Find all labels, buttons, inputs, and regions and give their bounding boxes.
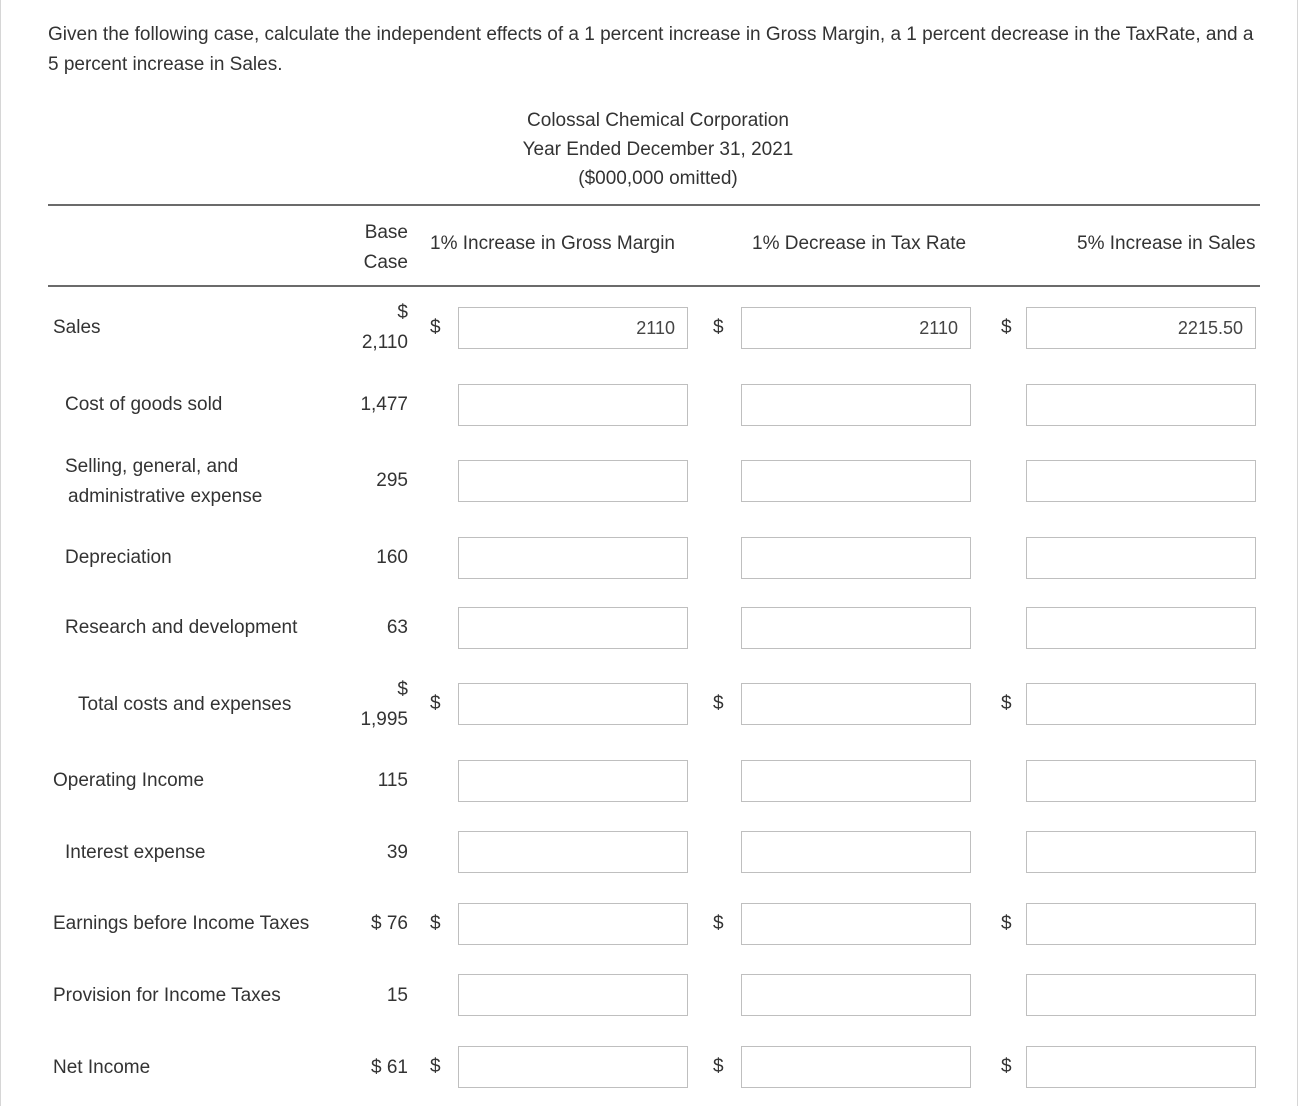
company-name: Colossal Chemical Corporation (527, 110, 789, 131)
input-operating-income-gross-margin[interactable] (458, 760, 688, 802)
dollar-sign: $ (713, 693, 724, 714)
tax-rate-header: 1% Decrease in Tax Rate (752, 233, 967, 254)
input-ebt-sales-increase[interactable] (1026, 903, 1256, 945)
input-rnd-sales-increase[interactable] (1026, 607, 1256, 649)
dollar-sign: $ (430, 1056, 441, 1077)
sales-increase-header: 5% Increase in Sales (1077, 233, 1256, 254)
input-net-income-tax-rate[interactable] (741, 1046, 971, 1088)
dollar-sign: $ (713, 317, 724, 338)
input-sales-tax-rate[interactable] (741, 307, 971, 349)
row-label-interest-expense: Interest expense (65, 842, 206, 863)
dollar-sign: $ (1001, 693, 1012, 714)
base-value-net-income: $ 61 (371, 1057, 408, 1078)
units-note: ($000,000 omitted) (578, 168, 738, 189)
row-label-sales: Sales (53, 317, 101, 338)
dollar-sign: $ (713, 1056, 724, 1077)
input-cogs-tax-rate[interactable] (741, 384, 971, 426)
header-bottom-rule (48, 285, 1260, 287)
base-value-cogs: 1,477 (360, 394, 408, 415)
base-value-tax-provision: 15 (386, 985, 408, 1006)
row-label-tax-provision: Provision for Income Taxes (53, 985, 281, 1006)
dollar-sign: $ (1001, 913, 1012, 934)
input-depreciation-gross-margin[interactable] (458, 537, 688, 579)
row-label-rnd: Research and development (65, 617, 298, 638)
input-net-income-sales-increase[interactable] (1026, 1046, 1256, 1088)
dollar-sign: $ (1001, 317, 1012, 338)
gross-margin-header: 1% Increase in Gross Margin (430, 233, 675, 254)
input-sga-gross-margin[interactable] (458, 460, 688, 502)
input-tax-provision-sales-increase[interactable] (1026, 974, 1256, 1016)
input-interest-expense-sales-increase[interactable] (1026, 831, 1256, 873)
input-total-costs-tax-rate[interactable] (741, 683, 971, 725)
input-cogs-sales-increase[interactable] (1026, 384, 1256, 426)
input-cogs-gross-margin[interactable] (458, 384, 688, 426)
input-sales-gross-margin[interactable] (458, 307, 688, 349)
row-label-net-income: Net Income (53, 1057, 151, 1078)
base-value-sga: 295 (376, 470, 408, 491)
dollar-sign: $ (430, 913, 441, 934)
base-value-total-costs: 1,995 (360, 709, 408, 730)
row-label-depreciation: Depreciation (65, 547, 172, 568)
base-case-header: Base Case (363, 222, 408, 273)
input-interest-expense-tax-rate[interactable] (741, 831, 971, 873)
input-net-income-gross-margin[interactable] (458, 1046, 688, 1088)
row-label-cogs: Cost of goods sold (65, 394, 223, 415)
row-label-sga-line1: Selling, general, and (65, 456, 239, 477)
input-tax-provision-tax-rate[interactable] (741, 974, 971, 1016)
report-period: Year Ended December 31, 2021 (522, 139, 794, 160)
base-value-ebt: $ 76 (371, 913, 408, 934)
row-label-ebt: Earnings before Income Taxes (53, 913, 310, 934)
base-dollar-total-costs: $ (397, 679, 408, 700)
question-text: Given the following case, calculate the independent effects of a 1 percent increase in Gross Margin, a 1 percent decrease in the TaxRate, and a 5 percent increase in Sales. (48, 24, 1254, 75)
row-label-sga-line2: administrative expense (68, 486, 263, 507)
input-rnd-tax-rate[interactable] (741, 607, 971, 649)
input-total-costs-gross-margin[interactable] (458, 683, 688, 725)
table-top-rule (48, 204, 1260, 206)
base-value-operating-income: 115 (377, 770, 408, 791)
input-sga-tax-rate[interactable] (741, 460, 971, 502)
input-sales-sales-increase[interactable] (1026, 307, 1256, 349)
row-label-total-costs: Total costs and expenses (78, 694, 292, 715)
input-depreciation-sales-increase[interactable] (1026, 537, 1256, 579)
base-dollar-sales: $ (397, 302, 408, 323)
input-ebt-tax-rate[interactable] (741, 903, 971, 945)
dollar-sign: $ (713, 913, 724, 934)
dollar-sign: $ (1001, 1056, 1012, 1077)
input-rnd-gross-margin[interactable] (458, 607, 688, 649)
base-value-interest-expense: 39 (386, 842, 408, 863)
row-label-operating-income: Operating Income (53, 770, 205, 791)
input-operating-income-tax-rate[interactable] (741, 760, 971, 802)
input-depreciation-tax-rate[interactable] (741, 537, 971, 579)
input-interest-expense-gross-margin[interactable] (458, 831, 688, 873)
input-tax-provision-gross-margin[interactable] (458, 974, 688, 1016)
input-total-costs-sales-increase[interactable] (1026, 683, 1256, 725)
dollar-sign: $ (430, 317, 441, 338)
base-value-depreciation: 160 (376, 547, 408, 568)
input-operating-income-sales-increase[interactable] (1026, 760, 1256, 802)
input-sga-sales-increase[interactable] (1026, 460, 1256, 502)
dollar-sign: $ (430, 693, 441, 714)
input-ebt-gross-margin[interactable] (458, 903, 688, 945)
base-value-rnd: 63 (386, 617, 408, 638)
base-value-sales: 2,110 (361, 332, 408, 353)
